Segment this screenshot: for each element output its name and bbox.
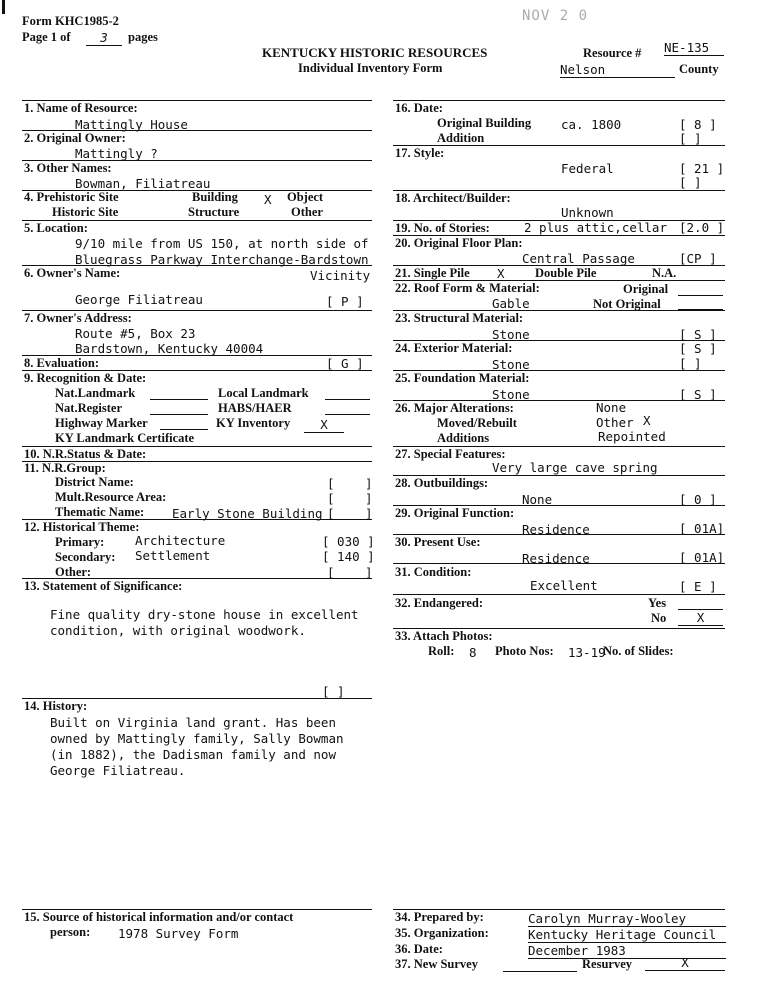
field-26-label: 26. Major Alterations: [395,401,514,415]
county-label: County [679,62,719,76]
field-12-primary-code: [ 030 ] [322,534,375,549]
field-20-value: Central Passage [522,251,635,266]
field-32-yes: Yes [648,596,667,610]
field-4-structure: Structure [188,205,240,219]
resource-label: Resource # [583,46,642,60]
page-prefix: Page 1 of [22,30,71,44]
scan-corner-mark [2,0,5,14]
field-28-code: [ 0 ] [679,492,717,507]
field-16-label: 16. Date: [395,101,443,115]
field-22-original: Original [623,282,669,296]
field-8-label: 8. Evaluation: [24,356,100,370]
field-32-no: No [651,611,667,625]
field-12-other: Other: [55,565,92,579]
field-16-original: Original Building [437,116,532,130]
field-7-line1: Route #5, Box 23 [75,326,196,341]
field-9-local-landmark: Local Landmark [218,386,309,400]
field-16-addition: Addition [437,131,485,145]
field-28-label: 28. Outbuildings: [395,476,489,490]
field-13-label: 13. Statement of Significance: [24,579,183,593]
field-21-single-mark: X [497,266,505,281]
field-27-value: Very large cave spring [492,460,658,475]
field-19-code: [2.0 ] [679,220,725,235]
field-26-repointed: Repointed [598,429,666,444]
field-9-ky-certificate: KY Landmark Certificate [55,431,195,445]
field-22-value: Gable [492,296,530,311]
field-9-habs-haer: HABS/HAER [218,401,292,415]
field-4-other: Other [291,205,323,219]
field-36-value: December 1983 [528,943,726,959]
field-21-label: 21. Single Pile [395,266,470,280]
field-27-label: 27. Special Features: [395,447,506,461]
field-30-code: [ 01A] [679,550,725,565]
field-24-code-2: [ ] [679,356,702,371]
field-7-line2: Bardstown, Kentucky 40004 [75,341,264,356]
field-17-value: Federal [561,161,614,176]
field-11-thematic-bracket-r: ] [365,506,373,521]
field-29-label: 29. Original Function: [395,506,515,520]
field-15-value: 1978 Survey Form [118,926,239,941]
form-id: Form KHC1985-2 [22,14,119,28]
field-26-moved: Moved/Rebuilt [437,416,517,430]
field-2-label: 2. Original Owner: [24,131,126,145]
field-10-label: 10. N.R.Status & Date: [24,447,147,461]
field-1-value: Mattingly House [75,117,188,132]
field-17-code-2: [ ] [679,175,702,190]
field-11-thematic-value: Early Stone Building [172,506,323,521]
field-14-line4: George Filiatreau. [50,763,186,778]
field-35-value: Kentucky Heritage Council [528,927,726,943]
field-22-label: 22. Roof Form & Material: [395,281,540,295]
field-5-line2: Bluegrass Parkway Interchange-Bardstown [75,252,369,267]
field-12-other-bracket-l: [ [327,565,335,580]
field-33-roll-value: 8 [469,645,477,660]
field-36-label: 36. Date: [395,942,443,956]
field-30-label: 30. Present Use: [395,535,481,549]
field-15-person: person: [50,925,91,939]
field-29-code: [ 01A] [679,521,725,536]
field-24-code: [ S ] [679,341,717,356]
field-5-label: 5. Location: [24,221,88,235]
field-12-secondary-code: [ 140 ] [322,549,375,564]
field-9-nat-register: Nat.Register [55,401,122,415]
field-11-label: 11. N.R.Group: [24,461,106,475]
field-25-label: 25. Foundation Material: [395,371,530,385]
field-14-line1: Built on Virginia land grant. Has been [50,715,336,730]
field-37-label: 37. New Survey [395,957,478,971]
field-5-line1: 9/10 mile from US 150, at north side of [75,236,369,251]
field-29-value: Residence [522,522,590,537]
field-30-value: Residence [522,551,590,566]
field-24-label: 24. Exterior Material: [395,341,513,355]
field-31-label: 31. Condition: [395,565,472,579]
field-17-label: 17. Style: [395,146,445,160]
field-6-label: 6. Owner's Name: [24,266,121,280]
field-16-original-value: ca. 1800 [561,117,622,132]
field-13-code: [ ] [322,684,345,699]
form-subtitle: Individual Inventory Form [298,61,443,75]
field-33-label: 33. Attach Photos: [395,629,493,643]
field-26-other-mark: X [643,413,651,428]
field-4-historic-site: Historic Site [52,205,119,219]
form-title: KENTUCKY HISTORIC RESOURCES [262,45,488,60]
field-3-value: Bowman, Filiatreau [75,176,211,191]
field-9-label: 9. Recognition & Date: [24,371,147,385]
field-21-na: N.A. [652,266,677,280]
field-35-label: 35. Organization: [395,926,489,940]
field-24-value: Stone [492,357,530,372]
received-stamp: NOV 2 0 [522,8,589,24]
field-14-line2: owned by Mattingly family, Sally Bowman [50,731,344,746]
field-11-mult: Mult.Resource Area: [55,490,167,504]
field-28-value: None [522,492,553,507]
page-suffix: pages [128,30,158,44]
field-4-building-mark: X [264,192,272,207]
field-23-value: Stone [492,327,530,342]
resource-value: NE-135 [664,40,724,56]
field-12-primary: Primary: [55,535,105,549]
field-11-thematic-bracket-l: [ [327,506,335,521]
field-9-ky-inventory: KY Inventory [216,416,291,430]
field-26-additions: Additions [437,431,490,445]
field-6-vicinity: Vicinity [310,268,371,283]
field-21-double: Double Pile [535,266,597,280]
field-23-code: [ S ] [679,327,717,342]
field-4-object: Object [287,190,324,204]
field-31-value: Excellent [530,578,598,593]
field-12-secondary: Secondary: [55,550,116,564]
field-25-value: Stone [492,387,530,402]
field-16-original-code: [ 8 ] [679,117,717,132]
field-22-not-original: Not Original [593,297,661,311]
field-15-label: 15. Source of historical information and/or contact [24,910,294,924]
field-20-label: 20. Original Floor Plan: [395,236,523,250]
field-19-label: 19. No. of Stories: [395,221,490,235]
field-11-district-bracket-r: ] [365,476,373,491]
field-25-code: [ S ] [679,387,717,402]
field-34-value: Carolyn Murray-Wooley [528,911,726,927]
field-26-other: Other [596,415,634,430]
field-33-photo-value: 13-19 [568,645,606,660]
field-32-no-value: X [678,610,723,626]
field-23-label: 23. Structural Material: [395,311,524,325]
field-16-addition-code: [ ] [679,131,702,146]
field-17-code: [ 21 ] [679,161,725,176]
field-37-resurvey: Resurvey [582,957,632,971]
field-2-value: Mattingly ? [75,146,158,161]
field-11-district-bracket-l: [ [327,476,335,491]
field-33-slides: No. of Slides: [603,644,674,658]
field-8-code: [ G ] [326,356,364,371]
field-12-primary-value: Architecture [135,533,226,548]
field-12-secondary-value: Settlement [135,548,211,563]
field-12-label: 12. Historical Theme: [24,520,140,534]
field-7-label: 7. Owner's Address: [24,311,132,325]
field-18-label: 18. Architect/Builder: [395,191,511,205]
field-4-label: 4. Prehistoric Site [24,190,119,204]
field-6-code: [ P ] [326,294,364,309]
field-1-label: 1. Name of Resource: [24,101,138,115]
field-20-code: [CP ] [679,251,717,266]
field-11-district: District Name: [55,475,134,489]
field-34-label: 34. Prepared by: [395,910,484,924]
field-13-line1: Fine quality dry-stone house in excellent [50,607,359,622]
field-32-label: 32. Endangered: [395,596,483,610]
field-6-value: George Filiatreau [75,292,203,307]
field-13-line2: condition, with original woodwork. [50,623,306,638]
field-9-ky-inventory-value: X [304,417,344,433]
field-14-line3: (in 1882), the Dadisman family and now [50,747,336,762]
page-total: 3 [86,30,122,46]
field-31-code: [ E ] [679,579,717,594]
field-4-building: Building [192,190,238,204]
county-value: Nelson [560,62,675,78]
field-33-roll: Roll: [428,644,455,658]
field-33-photo: Photo Nos: [495,644,554,658]
field-11-mult-bracket-r: ] [365,491,373,506]
field-12-other-bracket-r: ] [365,565,373,580]
field-18-value: Unknown [561,205,614,220]
field-19-value: 2 plus attic,cellar [524,220,667,235]
field-9-nat-landmark: Nat.Landmark [55,386,136,400]
field-11-thematic: Thematic Name: [55,505,145,519]
field-37-resurvey-value: X [645,955,725,971]
field-9-highway-marker: Highway Marker [55,416,148,430]
field-3-label: 3. Other Names: [24,161,112,175]
field-11-mult-bracket-l: [ [327,491,335,506]
field-14-label: 14. History: [24,699,88,713]
field-26-none: None [596,400,627,415]
